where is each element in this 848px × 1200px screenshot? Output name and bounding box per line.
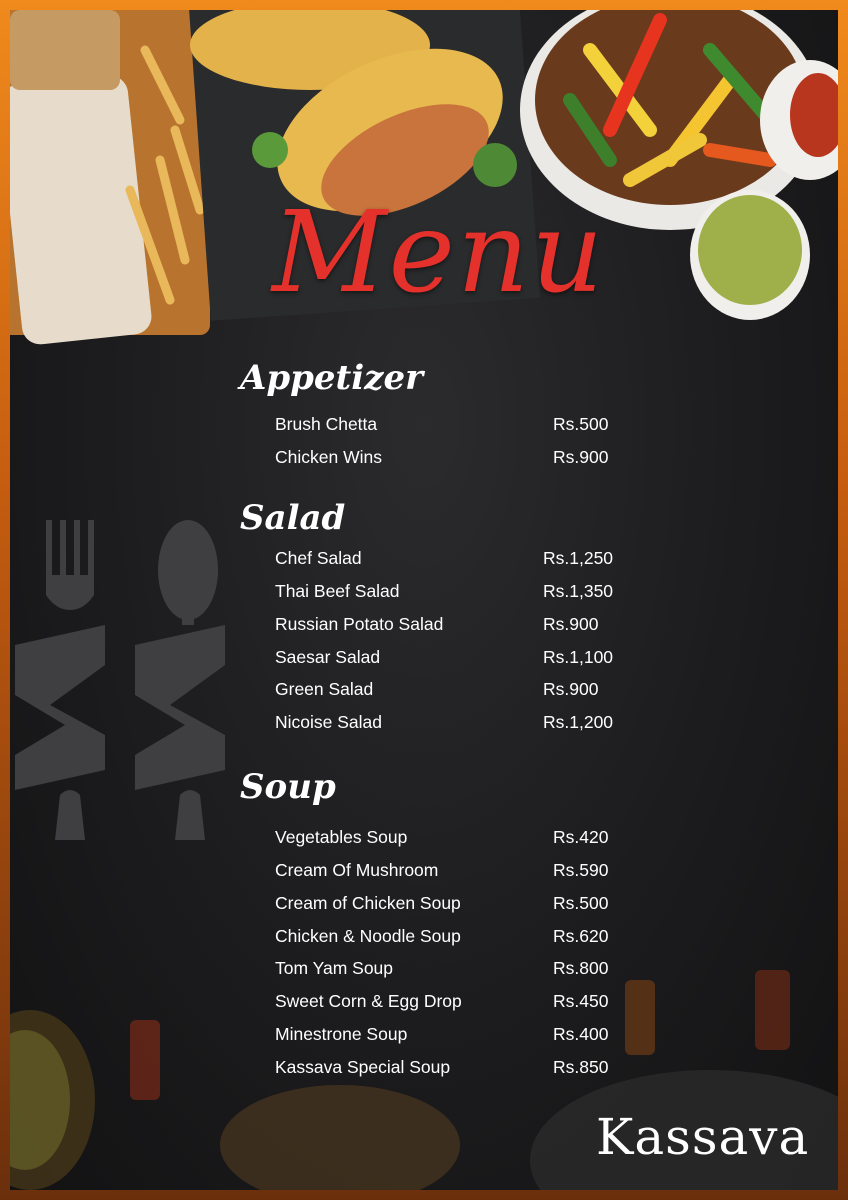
menu-item-name: Cream of Chicken Soup	[275, 893, 461, 913]
cutlery-decoration	[10, 515, 250, 845]
menu-item-name: Green Salad	[275, 679, 374, 699]
menu-item-name: Chicken Wins	[275, 447, 382, 467]
menu-item-price: Rs.900	[543, 679, 599, 699]
menu-item-name: Thai Beef Salad	[275, 581, 400, 601]
kassava-logo: Kassava	[596, 1108, 810, 1166]
menu-item-price: Rs.590	[553, 860, 609, 880]
section-heading-salad: Salad	[240, 498, 346, 538]
menu-item-price: Rs.900	[553, 447, 609, 467]
menu-item-name: Cream Of Mushroom	[275, 860, 439, 880]
menu-item-price: Rs.900	[543, 614, 599, 634]
menu-item-name: Nicoise Salad	[275, 712, 382, 732]
menu-item-name: Russian Potato Salad	[275, 614, 444, 634]
section-heading-soup: Soup	[240, 767, 336, 807]
menu-item-name: Tom Yam Soup	[275, 958, 394, 978]
menu-item-price: Rs.1,100	[543, 647, 614, 667]
section-heading-appetizer: Appetizer	[240, 358, 424, 398]
menu-item-name: Vegetables Soup	[275, 827, 408, 847]
menu-panel	[10, 10, 838, 1190]
menu-item-price: Rs.620	[553, 926, 609, 946]
menu-item-price: Rs.500	[553, 414, 609, 434]
menu-item-price: Rs.1,350	[543, 581, 614, 601]
menu-item-price: Rs.450	[553, 991, 609, 1011]
menu-item-name: Sweet Corn & Egg Drop	[275, 991, 462, 1011]
menu-item-price: Rs.500	[553, 893, 609, 913]
menu-item-name: Saesar Salad	[275, 647, 381, 667]
menu-item-price: Rs.1,250	[543, 548, 614, 568]
menu-item-price: Rs.1,200	[543, 712, 614, 732]
menu-item-name: Brush Chetta	[275, 414, 378, 434]
menu-item-name: Kassava Special Soup	[275, 1057, 451, 1077]
menu-item-name: Chicken & Noodle Soup	[275, 926, 461, 946]
menu-item-price: Rs.400	[553, 1024, 609, 1044]
menu-item-price: Rs.850	[553, 1057, 609, 1077]
menu-title: Menu	[272, 188, 606, 318]
menu-item-price: Rs.800	[553, 958, 609, 978]
menu-item-price: Rs.420	[553, 827, 609, 847]
menu-item-name: Chef Salad	[275, 548, 362, 568]
menu-item-name: Minestrone Soup	[275, 1024, 408, 1044]
